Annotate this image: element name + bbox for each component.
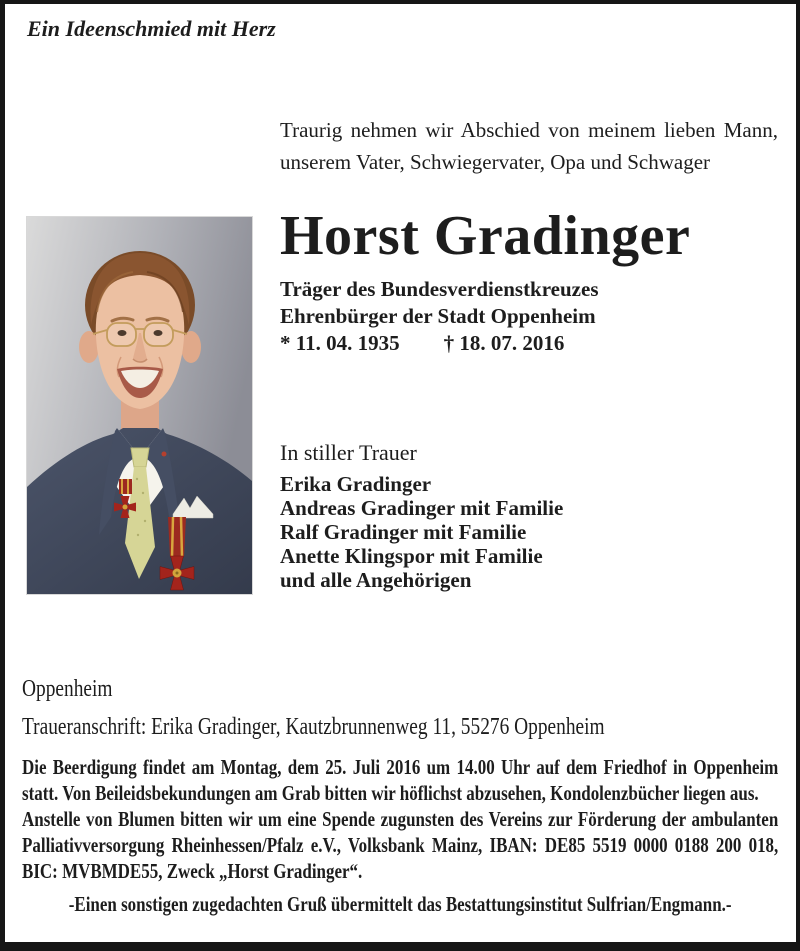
mourner-name: Ralf Gradinger mit Familie xyxy=(280,520,527,544)
birth-date: * 11. 04. 1935 xyxy=(280,331,400,355)
honor-line: Träger des Bundesverdienstkreuzes xyxy=(280,277,599,301)
mourner-name: und alle Angehörigen xyxy=(280,568,472,592)
deceased-name: Horst Gradinger xyxy=(280,205,691,267)
funeral-info: Die Beerdigung findet am Montag, dem 25. Juli 2016 um 14.00 Uhr auf dem Friedhof in Oppenheim statt. Von Beileidsbekundungen am Grab bitten wir höflichst abzusehen, Kondolenzbücher liegen aus. xyxy=(22,755,779,805)
funeral-home-line: -Einen sonstigen zugedachten Gruß übermittelt das Bestattungsinstitut Sulfrian/Engmann.- xyxy=(68,892,732,916)
place-name: Oppenheim xyxy=(22,676,113,702)
mourning-address: Traueranschrift: Erika Gradinger, Kautzbrunnenweg 11, 55276 Oppenheim xyxy=(22,714,605,740)
mourner-name: Andreas Gradinger mit Familie xyxy=(280,496,564,520)
publisher-motto: Ein Ideenschmied mit Herz xyxy=(27,16,276,41)
mourning-label: In stiller Trauer xyxy=(280,440,417,465)
mourner-name: Anette Klingspor mit Familie xyxy=(280,544,543,568)
life-dates xyxy=(280,330,778,357)
lower-section xyxy=(22,674,778,917)
death-date: † 18. 07. 2016 xyxy=(443,331,565,355)
donation-info: Anstelle von Blumen bitten wir um eine Spende zugunsten des Vereins zur Förderung der ambulanten Palliativversorgung Rheinhessen/Pfalz e.V., Volksbank Mainz, IBAN: DE85 5519 0000 0188 200 018, BIC: MVBMDE55, Zweck „Horst Gradinger“. xyxy=(22,807,779,883)
mourners-list xyxy=(280,472,778,592)
honors-block xyxy=(280,276,778,357)
portrait-photo xyxy=(26,216,253,595)
honor-line: Ehrenbürger der Stadt Oppenheim xyxy=(280,304,596,328)
mourner-name: Erika Gradinger xyxy=(280,472,432,496)
intro-text: Traurig nehmen wir Abschied von meinem lieben Mann, unserem Vater, Schwiegervater, Opa und Schwager xyxy=(280,118,778,174)
